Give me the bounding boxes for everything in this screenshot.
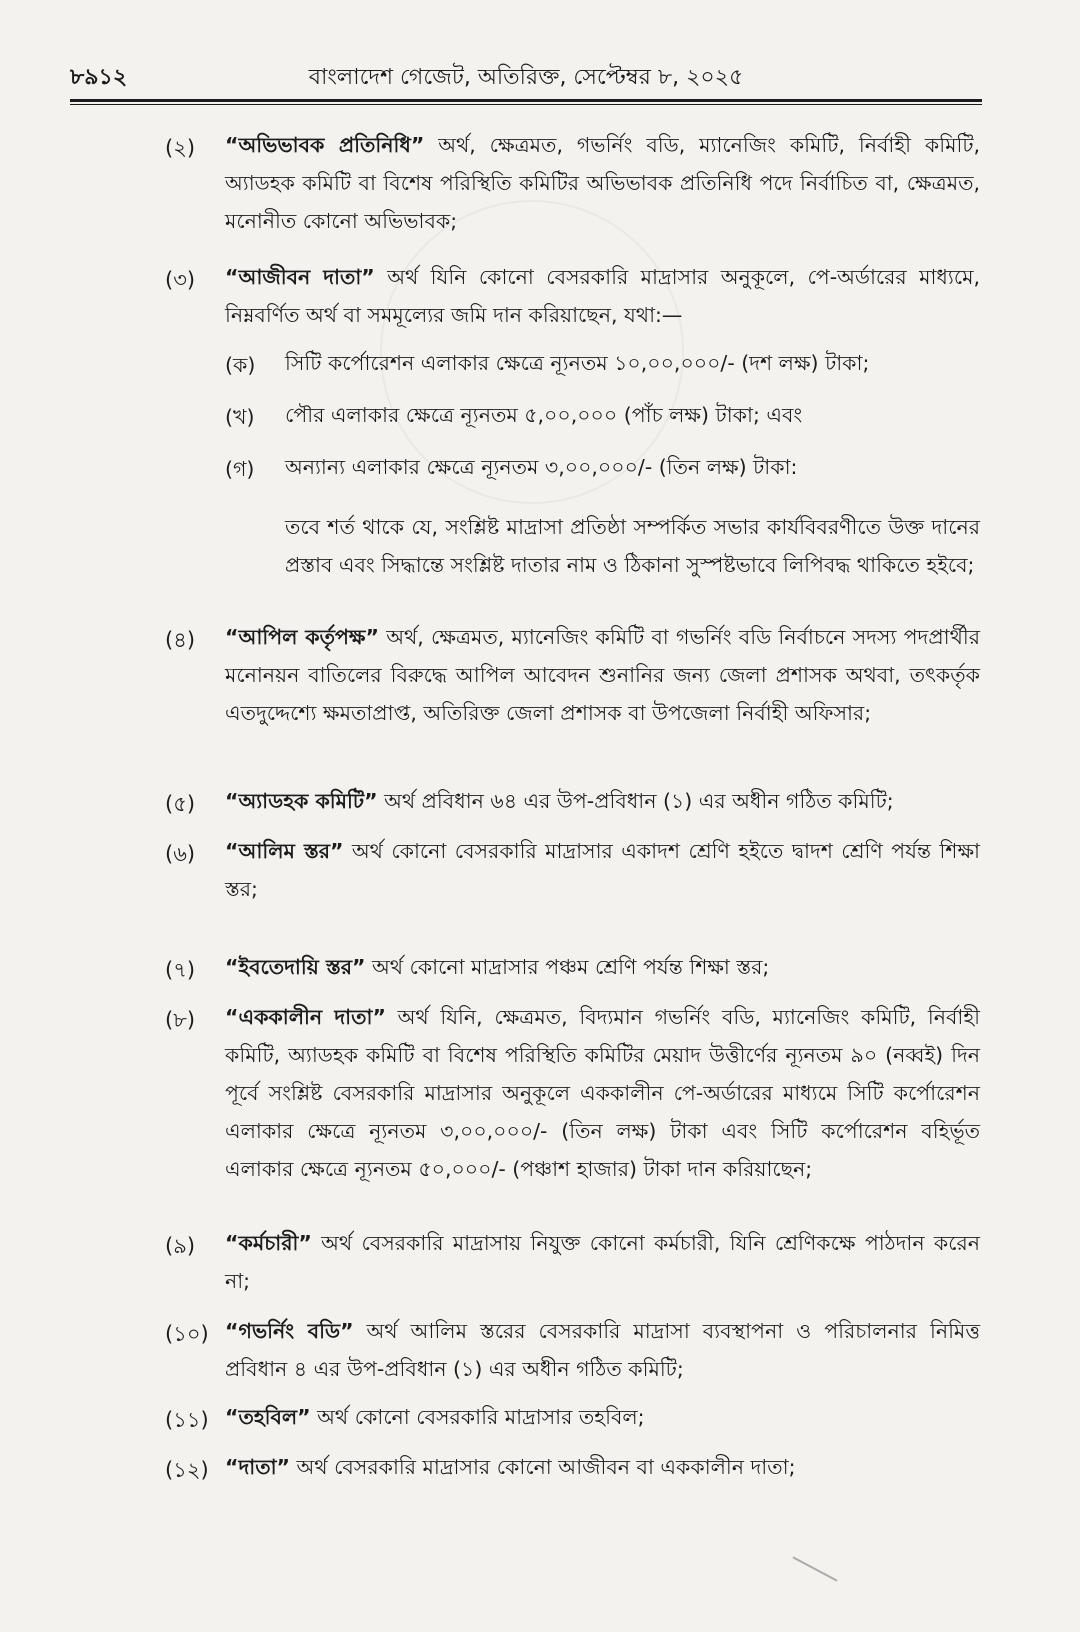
definition-text <box>225 782 980 820</box>
item-number: (৩) <box>165 268 196 292</box>
definition-text <box>225 1312 980 1388</box>
definition-text <box>225 1224 980 1300</box>
sub-item-number: (খ) <box>225 405 255 429</box>
item-number: (৭) <box>165 958 196 982</box>
definition-body: অর্থ যিনি কোনো বেসরকারি মাদ্রাসার অনুকূলে, পে-অর্ডারের মাধ্যমে, নিম্নবর্ণিত অর্থ বা সমমূল্যের জমি দান করিয়াছেন, যথা:— <box>225 265 981 327</box>
sub-item-number: (গ) <box>225 457 255 481</box>
definition-body: অর্থ, ক্ষেত্রমত, গভর্নিং বডি, ম্যানেজিং কমিটি, নির্বাহী কমিটি, অ্যাডহক কমিটি বা বিশেষ পরিস্থিতি কমিটির অভিভাবক প্রতিনিধি পদে নির্বাচিত বা, ক্ষেত্রমত, মনোনীত কোনো অভিভাবক; <box>225 133 981 233</box>
gazette-title: বাংলাদেশ গেজেট, অতিরিক্ত, সেপ্টেম্বর ৮, ২০২৫ <box>308 65 744 90</box>
definition-body: অর্থ কোনো বেসরকারি মাদ্রাসার একাদশ শ্রেণি হইতে দ্বাদশ শ্রেণি পর্যন্ত শিক্ষা স্তর; <box>225 839 980 901</box>
defined-term: “অভিভাবক প্রতিনিধি” <box>225 133 425 157</box>
item-number: (১১) <box>165 1408 209 1432</box>
item-number: (১০) <box>165 1322 209 1346</box>
definition-text <box>225 948 980 986</box>
defined-term: “আজীবন দাতা” <box>225 265 375 289</box>
sub-item-text: পৌর এলাকার ক্ষেত্রে ন্যূনতম ৫,০০,০০০ (পাঁচ লক্ষ) টাকা; এবং <box>285 403 803 427</box>
page-header <box>70 60 982 96</box>
defined-term: “দাতা” <box>225 1455 290 1479</box>
definition-body: অর্থ বেসরকারি মাদ্রাসার কোনো আজীবন বা এককালীন দাতা; <box>290 1455 796 1479</box>
sub-item-text: সিটি কর্পোরেশন এলাকার ক্ষেত্রে ন্যূনতম ১০,০০,০০০/- (দশ লক্ষ) টাকা; <box>285 351 870 375</box>
defined-term: “গভর্নিং বডি” <box>225 1319 354 1343</box>
pencil-mark <box>792 1556 837 1581</box>
proviso-text: তবে শর্ত থাকে যে, সংশ্লিষ্ট মাদ্রাসা প্রতিষ্ঠা সম্পর্কিত সভার কার্যবিবরণীতে উক্ত দানের প্রস্তাব এবং সিদ্ধান্তে সংশ্লিষ্ট দাতার নাম ও ঠিকানা সুস্পষ্টভাবে লিপিবদ্ধ থাকিতে হইবে; <box>285 515 981 577</box>
defined-term: “ইবতেদায়ি স্তর” <box>225 955 366 979</box>
definition-body: অর্থ প্রবিধান ৬৪ এর উপ-প্রবিধান (১) এর অধীন গঠিত কমিটি; <box>377 789 894 813</box>
definition-text <box>225 1448 980 1486</box>
item-number: (৯) <box>165 1234 196 1258</box>
definition-body: অর্থ যিনি, ক্ষেত্রমত, বিদ্যমান গভর্নিং বডি, ম্যানেজিং কমিটি, নির্বাহী কমিটি, অ্যাডহক কমিটি বা বিশেষ পরিস্থিতি কমিটির মেয়াদ উত্তীর্ণের ন্যূনতম ৯০ (নব্বই) দিন পূর্বে সংশ্লিষ্ট বেসরকারি মাদ্রাসার অনুকূলে এককালীন পে-অর্ডারের মাধ্যমে সিটি কর্পোরেশন এলাকার ক্ষেত্রে ন্যূনতম ৩,০০,০০০/- (তিন লক্ষ) টাকা এবং সিটি কর্পোরেশন বহির্ভূত এলাকার ক্ষেত্রে ন্যূনতম ৫০,০০০/- (পঞ্চাশ হাজার) টাকা দান করিয়াছেন; <box>225 1005 980 1181</box>
definition-text <box>225 998 980 1188</box>
sub-item-text: অন্যান্য এলাকার ক্ষেত্রে ন্যূনতম ৩,০০,০০০/- (তিন লক্ষ) টাকা: <box>285 455 798 479</box>
item-number: (৫) <box>165 792 196 816</box>
defined-term: “আলিম স্তর” <box>225 839 344 863</box>
page-number: ৮৯১২ <box>70 65 128 90</box>
definition-text <box>225 618 980 732</box>
item-number: (৬) <box>165 842 196 866</box>
definition-body: অর্থ কোনো বেসরকারি মাদ্রাসার তহবিল; <box>310 1405 645 1429</box>
definition-text <box>225 832 980 908</box>
definition-body: অর্থ বেসরকারি মাদ্রাসায় নিযুক্ত কোনো কর্মচারী, যিনি শ্রেণিকক্ষে পাঠদান করেন না; <box>225 1231 980 1293</box>
definition-body: অর্থ আলিম স্তরের বেসরকারি মাদ্রাসা ব্যবস্থাপনা ও পরিচালনার নিমিত্ত প্রবিধান ৪ এর উপ-প্রবিধান (১) এর অধীন গঠিত কমিটি; <box>225 1319 980 1381</box>
definition-body: অর্থ, ক্ষেত্রমত, ম্যানেজিং কমিটি বা গভর্নিং বডি নির্বাচনে সদস্য পদপ্রার্থীর মনোনয়ন বাতিলের বিরুদ্ধে আপিল আবেদন শুনানির জন্য জেলা প্রশাসক অথবা, তৎকর্তৃক এতদুদ্দেশ্যে ক্ষমতাপ্রাপ্ত, অতিরিক্ত জেলা প্রশাসক বা উপজেলা নির্বাহী অফিসার; <box>225 625 980 725</box>
item-number: (১২) <box>165 1458 209 1482</box>
definition-text <box>225 258 980 334</box>
defined-term: “অ্যাডহক কমিটি” <box>225 789 378 813</box>
header-rule-thick <box>70 99 982 102</box>
header-rule-thin <box>70 104 982 105</box>
item-number: (৪) <box>165 628 196 652</box>
item-number: (৮) <box>165 1008 196 1032</box>
defined-term: “আপিল কর্তৃপক্ষ” <box>225 625 380 649</box>
item-number: (২) <box>165 136 196 160</box>
definition-text <box>225 1398 980 1436</box>
sub-item-number: (ক) <box>225 353 256 377</box>
defined-term: “কর্মচারী” <box>225 1231 312 1255</box>
definition-body: অর্থ কোনো মাদ্রাসার পঞ্চম শ্রেণি পর্যন্ত শিক্ষা স্তর; <box>365 955 770 979</box>
defined-term: “তহবিল” <box>225 1405 311 1429</box>
defined-term: “এককালীন দাতা” <box>225 1005 386 1029</box>
definition-text <box>225 126 980 240</box>
